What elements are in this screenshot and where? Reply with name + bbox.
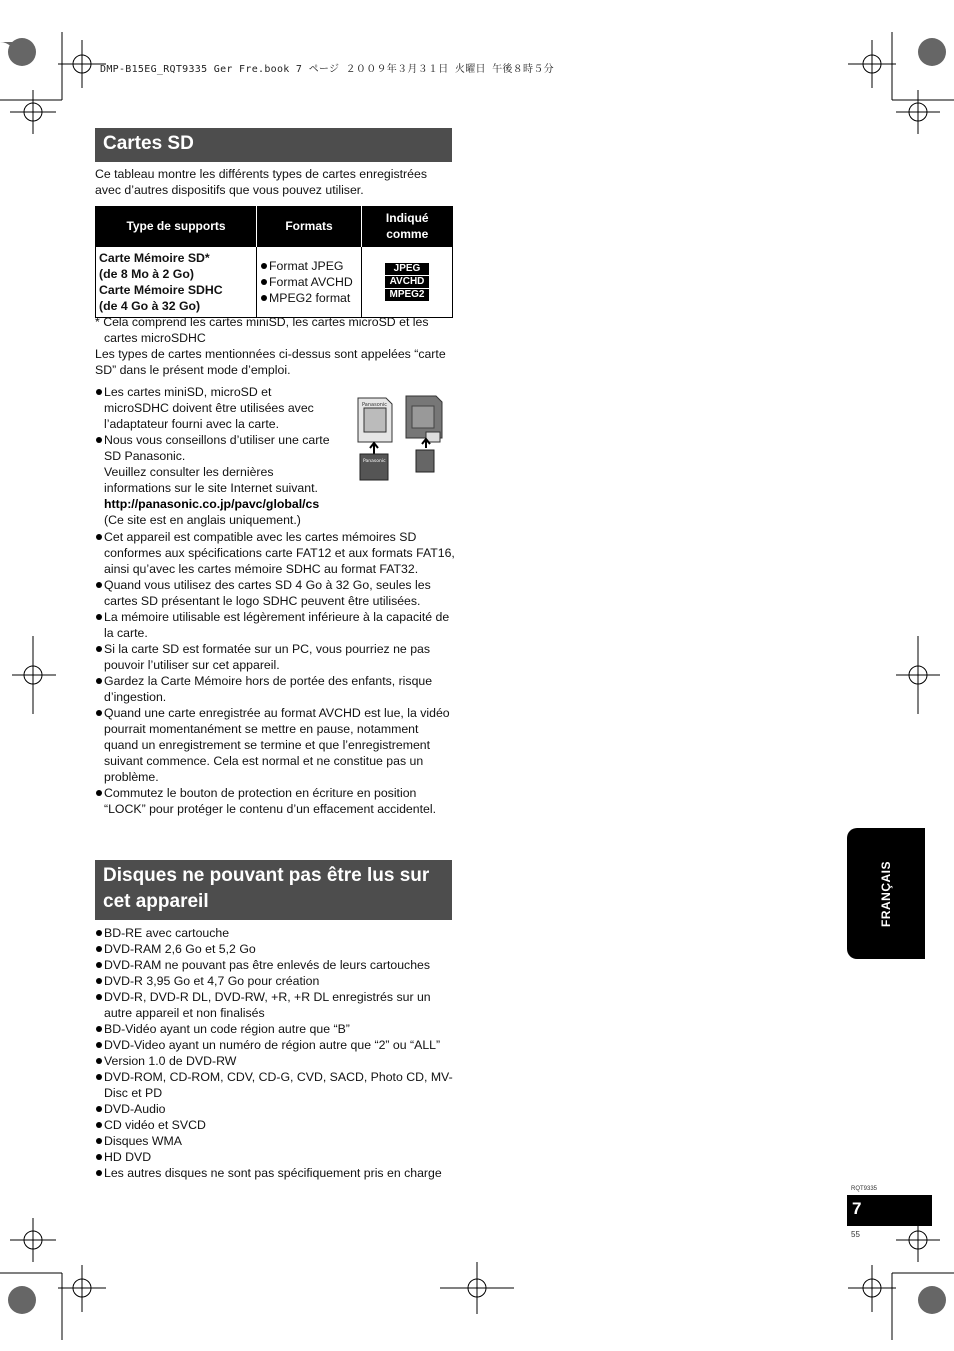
page-number-box (847, 1195, 932, 1226)
language-side-tab (847, 828, 925, 959)
list-item: Commutez le bouton de protection en écriture en position “LOCK” pour protéger le contenu d’un effacement accidentel. (95, 785, 455, 817)
section-title-discs: Disques ne pouvant pas être lus sur cet appareil (95, 860, 452, 920)
sd-intro: Ce tableau montre les différents types de cartes enregistrées avec d’autres dispositifs que vous pouvez utiliser. (95, 167, 427, 197)
media-type-line: Carte Mémoire SD* (99, 251, 210, 265)
list-item: Si la carte SD est formatée sur un PC, vous pourriez ne pas pouvoir l’utiliser sur cet appareil. (95, 641, 455, 673)
list-item: DVD-R, DVD-R DL, DVD-RW, +R, +R DL enregistrés sur un autre appareil et non finalisés (95, 989, 455, 1021)
list-item: Gardez la Carte Mémoire hors de portée des enfants, risque d’ingestion. (95, 673, 455, 705)
svg-text:Panasonic: Panasonic (363, 459, 386, 464)
list-item: DVD-Audio (95, 1101, 455, 1117)
sd-naming-note: Les types de cartes mentionnées ci-dessus sont appelées “carte SD” dans le présent mode d’emploi. (95, 347, 446, 377)
list-item: DVD-RAM 2,6 Go et 5,2 Go (95, 941, 455, 957)
header-indicated: Indiqué comme (362, 206, 453, 247)
sd-bullets (95, 529, 455, 817)
format-item: Format JPEG (260, 258, 358, 274)
doc-code: RQT9335 (851, 1186, 878, 1192)
list-item: DVD-R 3,95 Go et 4,7 Go pour création (95, 973, 455, 989)
list-item: DVD-ROM, CD-ROM, CDV, CD-G, CVD, SACD, Photo CD, MV-Disc et PD (95, 1069, 455, 1101)
list-item: Disques WMA (95, 1133, 455, 1149)
header-type: Type de supports (96, 206, 257, 247)
list-item: Version 1.0 de DVD-RW (95, 1053, 455, 1069)
disc-bullets (95, 925, 455, 1181)
panasonic-recommend: Nous vous conseillons d’utiliser une carte SD Panasonic. (104, 433, 330, 463)
cell-formats (257, 247, 362, 318)
sd-card-adapter-illustration (354, 392, 450, 484)
list-item: CD vidéo et SVCD (95, 1117, 455, 1133)
format-item: Format AVCHD (260, 274, 358, 290)
section-title-sd: Cartes SD (95, 128, 452, 162)
list-item: BD-Vidéo ayant un code région autre que “B” (95, 1021, 455, 1037)
bullet-adapter: Les cartes miniSD, microSD et microSDHC doivent être utilisées avec l’adaptateur fourni avec la carte. (95, 384, 335, 432)
jpeg-badge: JPEG (385, 263, 429, 275)
cell-media-type (96, 247, 257, 318)
language-tab-label: FRANÇAIS (879, 860, 893, 927)
media-type-line: (de 8 Mo à 2 Go) (99, 267, 194, 281)
list-item: BD-RE avec cartouche (95, 925, 455, 941)
media-table-header (96, 206, 453, 247)
file-info-header: DMP-B15EG_RQT9335 Ger Fre.book 7 ページ ２００９年３月３１日 火曜日 午後８時５分 (100, 64, 554, 75)
list-item: DVD-Video ayant un numéro de région autre que “2” ou “ALL” (95, 1037, 455, 1053)
list-item: Les autres disques ne sont pas spécifiquement pris en charge (95, 1165, 455, 1181)
header-formats: Formats (257, 206, 362, 247)
list-item: Cet appareil est compatible avec les cartes mémoires SD conformes aux spécifications carte FAT12 et aux formats FAT16, ainsi qu’avec les cartes mémoire SDHC au format FAT32. (95, 529, 455, 577)
sd-footnote: * Cela comprend les cartes miniSD, les cartes microSD et les cartes microSDHC (95, 315, 429, 345)
svg-text:Panasonic: Panasonic (362, 402, 388, 408)
page-number: 7 (852, 1199, 862, 1218)
media-type-line: (de 4 Go à 32 Go) (99, 299, 201, 313)
table-row (96, 247, 453, 318)
list-item: DVD-RAM ne pouvant pas être enlevés de leurs cartouches (95, 957, 455, 973)
list-item: HD DVD (95, 1149, 455, 1165)
bullet-panasonic (95, 432, 335, 528)
list-item: Quand vous utilisez des cartes SD 4 Go à 32 Go, seules les cartes SD présentant le logo SDHC peuvent être utilisées. (95, 577, 455, 609)
sub-page-number: 55 (851, 1230, 860, 1239)
mpeg2-badge: MPEG2 (385, 289, 429, 301)
media-table (95, 206, 453, 318)
panasonic-support-link[interactable]: http://panasonic.co.jp/pavc/global/cs (104, 497, 320, 511)
format-item: MPEG2 format (260, 290, 358, 306)
list-item: La mémoire utilisable est légèrement inférieure à la capacité de la carte. (95, 609, 455, 641)
list-item: Quand une carte enregistrée au format AVCHD est lue, la vidéo pourrait momentanément se mettre en pause, notamment quand un enregistrement se termine et que l’enregistrement suivant commence. Cela est normal et ne constitue pas un problème. (95, 705, 455, 785)
media-type-line: Carte Mémoire SDHC (99, 283, 223, 297)
sd-adapter-bullets (95, 384, 335, 528)
panasonic-consult: Veuillez consulter les dernières informations sur le site Internet suivant. (104, 465, 318, 495)
link-language-note: (Ce site est en anglais uniquement.) (104, 513, 301, 527)
avchd-badge: AVCHD (385, 276, 429, 288)
cell-indicated (362, 247, 453, 318)
